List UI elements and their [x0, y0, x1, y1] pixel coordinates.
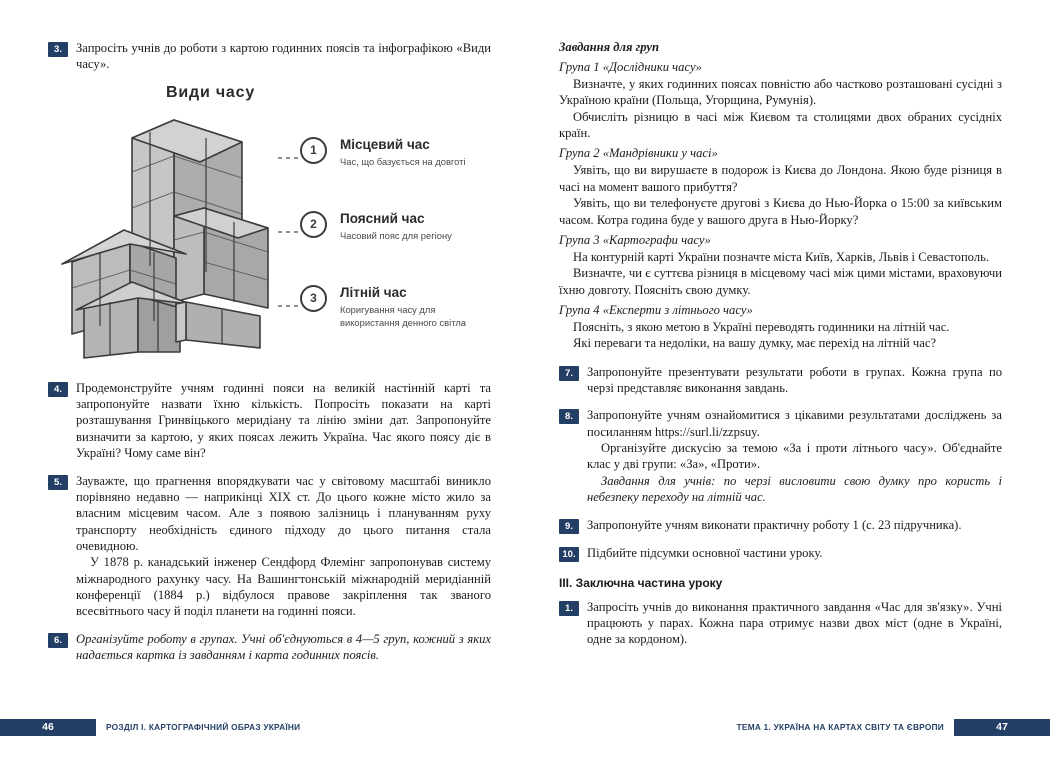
item-number: 9.: [559, 519, 579, 534]
legend-description: Часовий пояс для регіону: [340, 229, 452, 241]
paragraph: Організуйте роботу в групах. Учні об'єднуються в 4—5 груп, кожний з яких надається картка із завданням і карта годинних поясів.: [76, 631, 491, 663]
item-number: 1.: [559, 601, 579, 616]
list-item: [48, 631, 491, 664]
paragraph: Запросіть учнів до виконання практичного завдання «Час для зв'язку». Учні працюють у парах. Кожна пара отримує назви двох міст (одне в Україні, одне за кордоном).: [587, 599, 1002, 647]
paragraph: Уявіть, що ви телефонуєте другові з Києва до Нью-Йорка о 15:00 за київським часом. Котра година буде у вашого друга в Нью-Йорку?: [559, 196, 1002, 227]
group-title: Група 3 «Картографи часу»: [559, 232, 711, 247]
group-title: Група 2 «Мандрівники у часі»: [559, 146, 718, 161]
right-page: [525, 0, 1050, 760]
item-number: 10.: [559, 547, 579, 562]
paragraph: Запропонуйте учням виконати практичну роботу 1 (с. 23 підручника).: [587, 517, 962, 532]
paragraph: Запропонуйте учням ознайомитися з цікавими результатами досліджень за посиланням https://surl.li/zzpsuy.: [587, 408, 1002, 439]
item-body: [587, 364, 1002, 397]
paragraph: Запросіть учнів до роботи з картою годинних поясів та інфографікою «Види часу».: [76, 41, 491, 72]
legend-number-badge: 1: [300, 137, 327, 164]
list-item: [559, 599, 1002, 648]
item-body: [76, 40, 491, 73]
list-item: [559, 545, 1002, 562]
item-number: 5.: [48, 475, 68, 490]
legend-title: Поясний час: [340, 210, 425, 226]
right-page-footer: [525, 719, 1050, 736]
legend-number-badge: 3: [300, 285, 327, 312]
item-number: 8.: [559, 409, 579, 424]
infographic-title: Види часу: [166, 83, 256, 101]
list-item: [559, 364, 1002, 397]
group-block: [559, 60, 1002, 141]
legend-item: [300, 137, 496, 193]
page-number: 47: [996, 721, 1008, 733]
footer-topic-title: ТЕМА 1. УКРАЇНА НА КАРТАХ СВІТУ ТА ЄВРОПИ: [736, 722, 944, 732]
item-body: [587, 599, 1002, 648]
footer-chapter-title: РОЗДІЛ I. КАРТОГРАФІЧНИЙ ОБРАЗ УКРАЇНИ: [106, 722, 301, 732]
item-body: [76, 631, 491, 664]
group-body: [559, 249, 1002, 298]
list-item: [48, 473, 491, 620]
section-heading: III. Заключна частина уроку: [559, 575, 723, 590]
page-number: 46: [42, 721, 54, 733]
infographic-legend: [300, 134, 496, 359]
group-body: [559, 162, 1002, 227]
list-item: [559, 407, 1002, 505]
paragraph: Визначте, у яких годинних поясах повністю або частково розташовані сусідні з Україною країни (Польща, Угорщина, Румунія).: [559, 77, 1002, 108]
item-body: [587, 517, 962, 533]
legend-description: Час, що базується на довготі: [340, 155, 466, 167]
group-block: [559, 303, 1002, 352]
list-item: [48, 40, 491, 73]
infographic-types-of-time: [54, 84, 494, 366]
paragraph: Поясніть, з якою метою в Україні переводять годинники на літній час.: [573, 319, 950, 334]
paragraph: Визначте, чи є суттєва різниця в місцевому часі між цими містами, враховуючи їхню довготу. Поясніть свою думку.: [559, 266, 1002, 297]
legend-title: Літній час: [340, 284, 407, 300]
legend-number-badge: 2: [300, 211, 327, 238]
item-number: 4.: [48, 382, 68, 397]
paragraph: Підбийте підсумки основної частини уроку.: [587, 545, 823, 560]
item-number: 7.: [559, 366, 579, 381]
paragraph: Уявіть, що ви вирушаєте в подорож із Києва до Лондона. Якою буде різниця в часі на момент вашого прибуття?: [559, 163, 1002, 194]
item-body: [587, 407, 1002, 505]
paragraph: Організуйте дискусію за темою «За і проти літнього часу». Об'єднайте клас у дві групи: «За», «Проти».: [587, 441, 1002, 472]
list-item: [559, 517, 1002, 534]
item-body: [76, 473, 491, 620]
paragraph: Зауважте, що прагнення впорядкувати час у світовому масштабі виникло порівняно недавно — наприкінці XIX ст. До цього кожне місто жило за власним місцевим часом. Але з появою залізниць і плануванням руху транспорту необхідність єдиного підходу до цього питання стала очевидною.: [76, 473, 491, 553]
left-page-footer: [0, 719, 525, 736]
item-number: 3.: [48, 42, 68, 57]
houses-illustration: [54, 112, 294, 362]
paragraph: Запропонуйте презентувати результати роботи в групах. Кожна група по черзі представляє виконання завдань.: [587, 364, 1002, 396]
group-body: [559, 319, 1002, 352]
legend-item: [300, 211, 496, 267]
legend-description: Коригування часу для використання денного світла: [340, 303, 467, 329]
item-number: 6.: [48, 633, 68, 648]
paragraph: Які переваги та недоліки, на вашу думку, має перехід на літній час?: [573, 336, 937, 351]
group-body: [559, 76, 1002, 141]
legend-title: Місцевий час: [340, 136, 430, 152]
paragraph: Обчисліть різницю в часі між Києвом та столицями двох обраних сусідніх країн.: [559, 109, 1002, 141]
paragraph: Завдання для учнів: по черзі висловити свою думку про користь і небезпеку переходу на літній час.: [587, 473, 1002, 505]
legend-item: [300, 285, 496, 341]
group-tasks-heading: Завдання для груп: [559, 40, 659, 54]
list-item: [48, 380, 491, 462]
group-title: Група 1 «Дослідники часу»: [559, 60, 702, 74]
group-block: [559, 146, 1002, 227]
paragraph: Продемонструйте учням годинні пояси на великій настінній карті та запропонуйте назвати їхню кількість. Попросіть показати на карті розташування Гринвіцького меридіану та лінію зміни дат. Запропонуйте визначити за картою, у яких поясах лежить Україна. Час якого поясу діє в Україні? Чому саме він?: [76, 380, 491, 461]
paragraph: На контурній карті України позначте міста Київ, Харків, Львів і Севастополь.: [573, 249, 989, 264]
group-block: [559, 233, 1002, 298]
group-title: Група 4 «Експерти з літнього часу»: [559, 302, 753, 317]
item-body: [587, 545, 823, 561]
item-body: [76, 380, 491, 462]
paragraph: У 1878 р. канадський інженер Сендфорд Флемінг запропонував систему міжнародного рахунку часу. На Вашингтонській міжнародній меридіанній конференції (1884 р.) відбулося правове закріплення так званого всесвітнього часу й поділ планети на годинні пояси.: [76, 555, 491, 619]
